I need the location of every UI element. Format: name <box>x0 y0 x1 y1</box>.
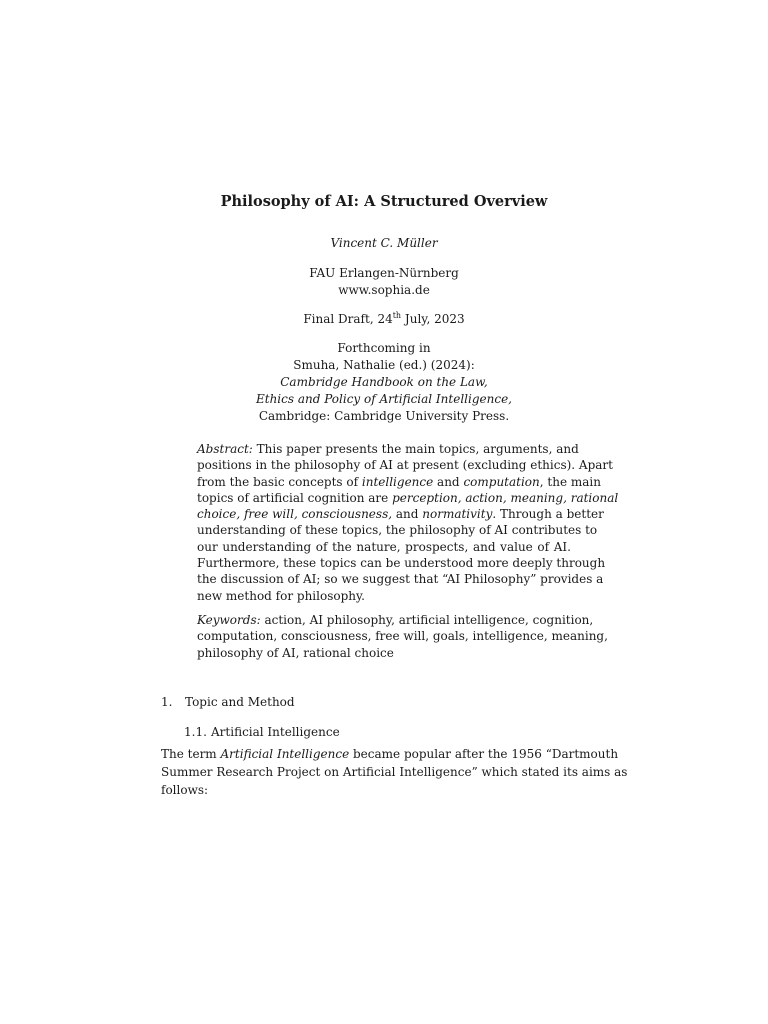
body-paragraph <box>161 745 628 799</box>
abstract-line: Furthermore, these topics can be understood more deeply through <box>197 556 606 571</box>
subsection-title: Artificial Intelligence <box>211 725 340 739</box>
draft-sup: th <box>392 311 402 320</box>
author-name: Vincent C. Müller <box>330 236 438 250</box>
abstract-line: understanding of these topics, the philosophy of AI contributes to <box>197 523 598 538</box>
abstract-line <box>197 506 604 522</box>
abstract-line: new method for philosophy. <box>197 588 365 603</box>
section-number: 1. <box>161 695 173 709</box>
website-link[interactable]: www.sophia.de <box>338 283 430 297</box>
body-line <box>161 745 619 763</box>
keywords-line <box>197 612 594 628</box>
paper-title: Philosophy of AI: A Structured Overview <box>220 193 548 210</box>
abstract-text: and <box>392 507 423 522</box>
abstract-block <box>197 441 619 604</box>
body-text: became popular after the 1956 “Dartmouth <box>349 747 619 761</box>
abstract-line <box>197 474 601 490</box>
forthcoming-label: Forthcoming in <box>337 341 431 355</box>
abstract-emphasis: perception, action, meaning, rational <box>392 490 619 505</box>
abstract-emphasis: intelligence <box>361 474 434 489</box>
body-line: Summer Research Project on Artificial Intelligence” which stated its aims as <box>161 765 628 779</box>
abstract-line <box>197 490 619 506</box>
body-line: follows: <box>161 783 209 797</box>
section-title: Topic and Method <box>185 695 295 709</box>
abstract-line: our understanding of the nature, prospects, and value of AI. <box>197 539 571 554</box>
book-title-line-2: Ethics and Policy of Artificial Intelligence, <box>256 392 512 406</box>
draft-prefix: Final Draft, 24 <box>303 312 393 326</box>
subsection-heading-1-1 <box>184 725 340 739</box>
abstract-line: the discussion of AI; so we suggest that “AI Philosophy” provides a <box>197 572 604 587</box>
abstract-emphasis: computation <box>463 474 540 489</box>
keywords-line: computation, consciousness, free will, goals, intelligence, meaning, <box>197 629 608 644</box>
abstract-text: topics of artificial cognition are <box>197 490 393 505</box>
abstract-text: . Through a better <box>492 507 604 522</box>
draft-suffix: July, 2023 <box>401 312 465 326</box>
book-title-line-1: Cambridge Handbook on the Law, <box>280 375 488 389</box>
abstract-text: and <box>433 474 464 489</box>
section-heading-1 <box>161 695 295 709</box>
keywords-text: action, AI philosophy, artificial intelligence, cognition, <box>260 613 594 627</box>
abstract-label: Abstract: <box>197 442 253 456</box>
keywords-label: Keywords: <box>197 613 261 627</box>
abstract-emphasis: normativity <box>422 507 493 522</box>
body-text: The term <box>161 747 221 761</box>
editor-line: Smuha, Nathalie (ed.) (2024): <box>293 358 475 372</box>
keywords-block <box>197 612 608 661</box>
abstract-emphasis: choice, free will, consciousness, <box>197 507 393 522</box>
abstract-text: This paper presents the main topics, arguments, and <box>252 442 579 456</box>
subsection-number: 1.1. <box>184 725 207 739</box>
abstract-text: from the basic concepts of <box>197 474 362 489</box>
draft-date <box>0 311 768 327</box>
abstract-line: positions in the philosophy of AI at present (excluding ethics). Apart <box>197 458 613 473</box>
publisher-line: Cambridge: Cambridge University Press. <box>258 409 510 423</box>
keywords-line: philosophy of AI, rational choice <box>197 645 394 660</box>
abstract-text: , the main <box>539 474 601 489</box>
body-emphasis: Artificial Intelligence <box>220 747 350 761</box>
affiliation: FAU Erlangen-Nürnberg <box>309 266 459 280</box>
abstract-line <box>197 441 579 457</box>
